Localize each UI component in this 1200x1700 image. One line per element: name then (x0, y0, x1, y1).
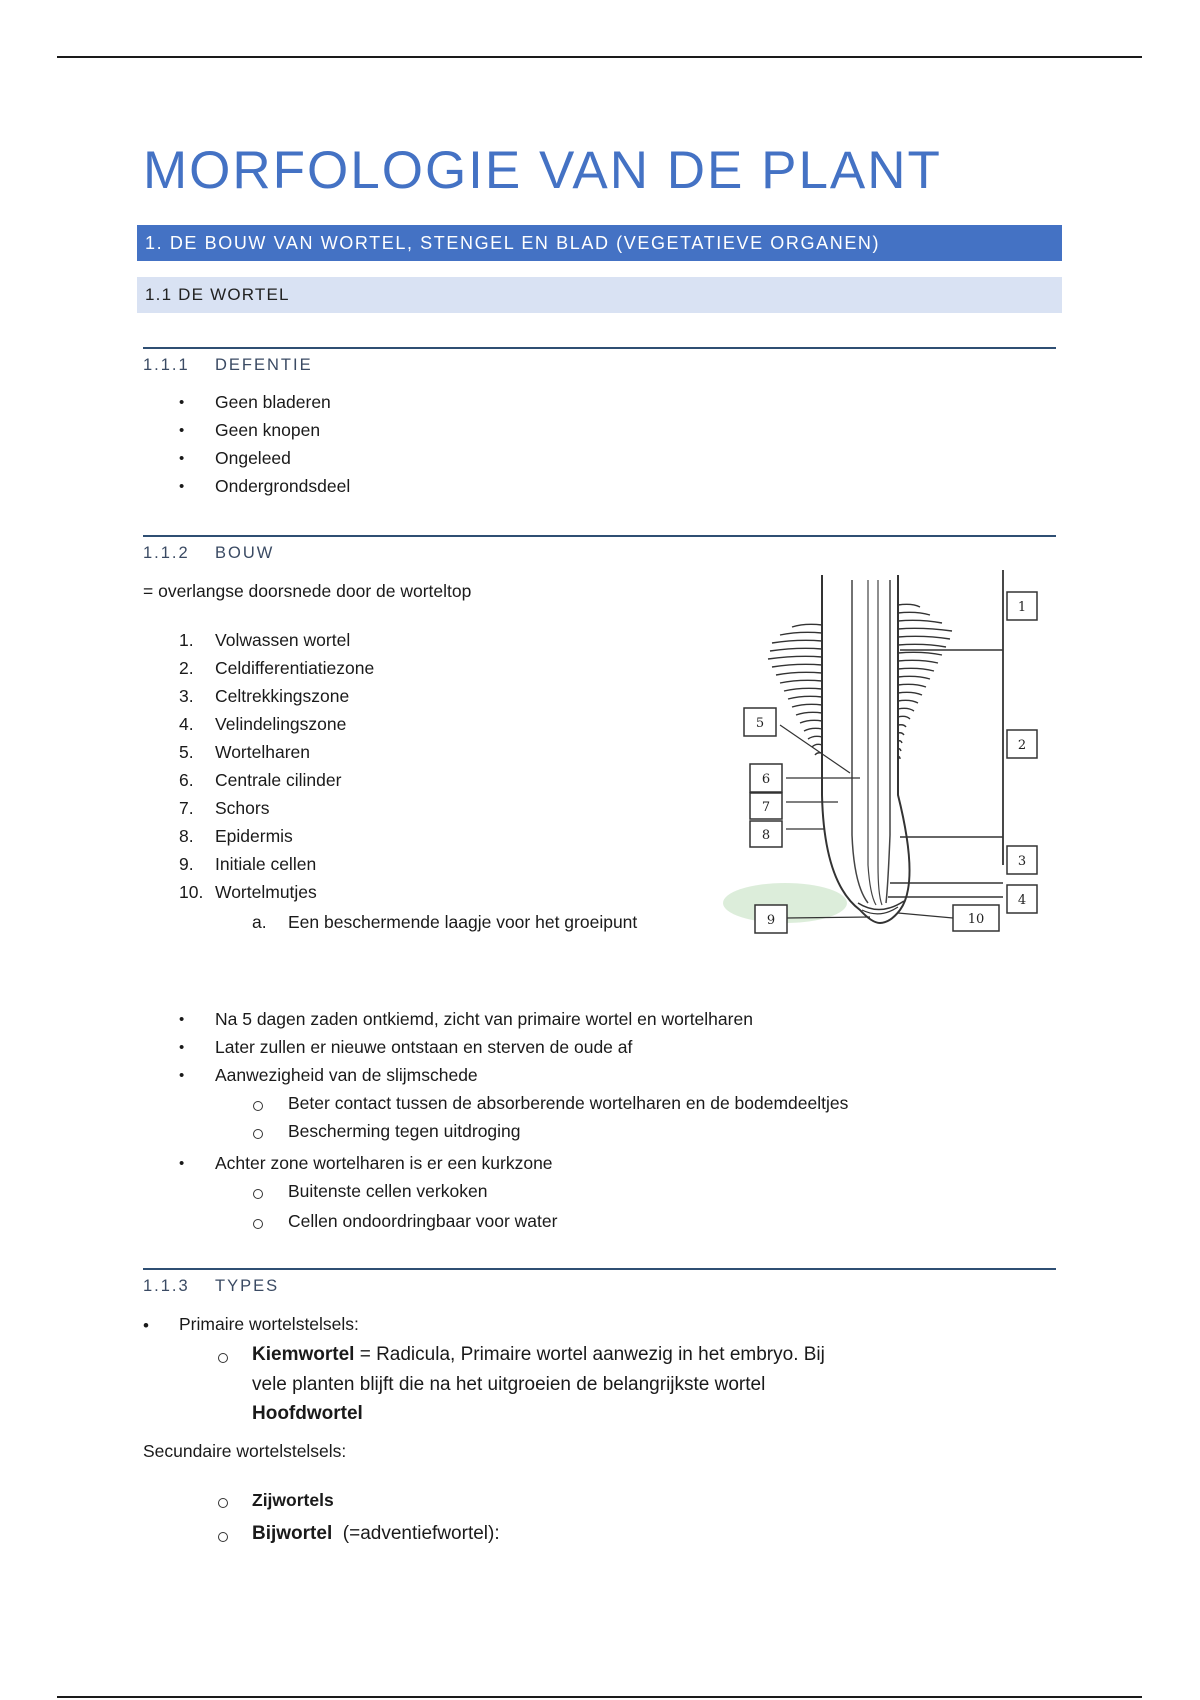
diagram-label: 8 (761, 828, 771, 843)
root-hairs-right (898, 604, 952, 759)
list-item: Wortelharen (215, 742, 311, 762)
list-item: Achter zone wortelharen is er een kurkzone (215, 1153, 553, 1173)
list-subitem: Bijwortel (=adventiefwortel): (252, 1523, 500, 1544)
list-number: 9. (179, 854, 194, 874)
root-tip-diagram (720, 565, 1050, 945)
section-rule (143, 535, 1056, 537)
circle-bullet-icon (218, 1532, 228, 1542)
diagram-label: 10 (967, 912, 985, 927)
list-item: Velindelingszone (215, 714, 347, 734)
diagram-label: 5 (755, 716, 765, 731)
list-subitem: Bescherming tegen uitdroging (288, 1121, 521, 1141)
list-item: Epidermis (215, 826, 293, 846)
circle-bullet-icon (253, 1129, 263, 1139)
heading-1-band: 1. DE BOUW VAN WORTEL, STENGEL EN BLAD (VEGETATIEVE ORGANEN) (137, 225, 1062, 261)
list-number: 10. (179, 882, 204, 902)
list-number: 2. (179, 658, 194, 678)
section-heading-types: 1.1.3 TYPES (143, 1277, 280, 1295)
list-subitem: Beter contact tussen de absorberende wortelharen en de bodemdeeltjes (288, 1093, 849, 1113)
section-rule (143, 1268, 1056, 1270)
list-item: Geen knopen (215, 420, 321, 440)
list-number: 8. (179, 826, 194, 846)
bullet-icon: • (179, 1155, 185, 1172)
list-item: Celdifferentiatiezone (215, 658, 375, 678)
section-rule (143, 347, 1056, 349)
root-outline (822, 575, 910, 923)
list-item: Initiale cellen (215, 854, 317, 874)
list-item: Later zullen er nieuwe ontstaan en sterven de oude af (215, 1037, 633, 1057)
list-number: 1. (179, 630, 194, 650)
bullet-icon: • (179, 394, 185, 411)
intro-text: = overlangse doorsnede door de worteltop (143, 581, 472, 601)
bullet-icon: • (179, 1067, 185, 1084)
list-subitem: Cellen ondoordringbaar voor water (288, 1211, 558, 1231)
diagram-label: 3 (1017, 854, 1027, 869)
list-subitem: Zijwortels (252, 1490, 334, 1510)
list-subitem-continuation: Hoofdwortel (252, 1403, 363, 1424)
list-item: Ondergrondsdeel (215, 476, 351, 496)
list-item: Ongeleed (215, 448, 291, 468)
list-item: Primaire wortelstelsels: (179, 1314, 359, 1334)
list-item: Geen bladeren (215, 392, 331, 412)
circle-bullet-icon (253, 1219, 263, 1229)
list-subitem: Buitenste cellen verkoken (288, 1181, 488, 1201)
list-subitem: Kiemwortel = Radicula, Primaire wortel aanwezig in het embryo. Bij (252, 1344, 825, 1365)
list-item: Aanwezigheid van de slijmschede (215, 1065, 478, 1085)
section-heading-bouw: 1.1.2 BOUW (143, 544, 275, 562)
heading-2-band: 1.1 DE WORTEL (137, 277, 1062, 313)
header-rule (57, 56, 1142, 58)
list-item: Na 5 dagen zaden ontkiemd, zicht van primaire wortel en wortelharen (215, 1009, 753, 1029)
list-number: 3. (179, 686, 194, 706)
circle-bullet-icon (253, 1189, 263, 1199)
list-item: Centrale cilinder (215, 770, 342, 790)
circle-bullet-icon (218, 1498, 228, 1508)
bullet-icon: • (179, 422, 185, 439)
circle-bullet-icon (253, 1101, 263, 1111)
list-number: 5. (179, 742, 194, 762)
list-item: Wortelmutjes (215, 882, 317, 902)
list-number: 6. (179, 770, 194, 790)
section-heading-defentie: 1.1.1 DEFENTIE (143, 356, 313, 374)
bullet-icon: • (143, 1316, 149, 1335)
diagram-label: 9 (766, 913, 776, 928)
diagram-label: 1 (1017, 600, 1027, 615)
page-title: MORFOLOGIE VAN DE PLANT (143, 141, 942, 200)
diagram-label: 6 (761, 772, 771, 787)
list-number: 7. (179, 798, 194, 818)
list-item: Volwassen wortel (215, 630, 351, 650)
bullet-icon: • (179, 1039, 185, 1056)
bullet-icon: • (179, 478, 185, 495)
list-item: Celtrekkingszone (215, 686, 350, 706)
list-letter: a. (252, 912, 267, 932)
list-number: 4. (179, 714, 194, 734)
footer-rule (57, 1696, 1142, 1698)
circle-bullet-icon (218, 1353, 228, 1363)
paragraph: Secundaire wortelstelsels: (143, 1441, 347, 1461)
diagram-label: 7 (761, 800, 771, 815)
list-subitem: Een beschermende laagje voor het groeipunt (288, 912, 638, 932)
list-subitem-continuation: vele planten blijft die na het uitgroeien de belangrijkste wortel (252, 1374, 766, 1395)
diagram-label: 2 (1017, 738, 1027, 753)
bullet-icon: • (179, 450, 185, 467)
bullet-icon: • (179, 1011, 185, 1028)
diagram-label: 4 (1017, 893, 1027, 908)
list-item: Schors (215, 798, 270, 818)
